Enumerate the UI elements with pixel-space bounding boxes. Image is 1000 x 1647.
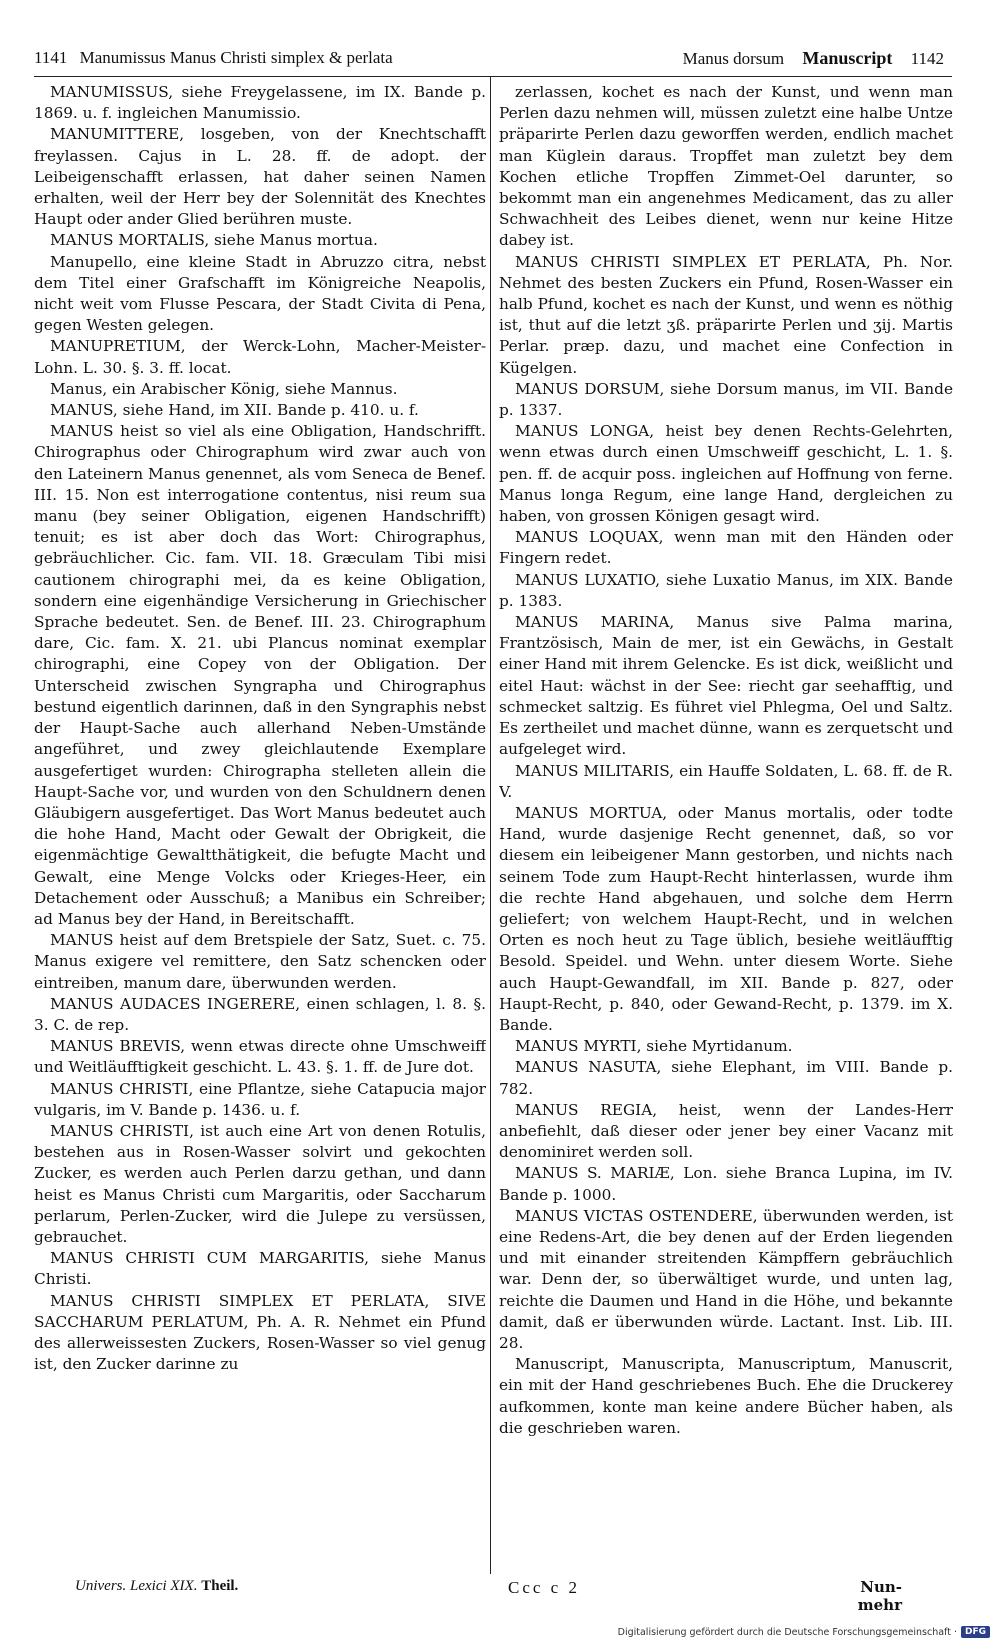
entry-paragraph: MANUS MYRTI, siehe Myrtidanum. (515, 1037, 793, 1056)
running-head-keyword: Manuscript (802, 48, 893, 68)
entry-paragraph: MANUS MORTUA, oder Manus mortalis, oder todte Hand, wurde dasjenige Recht genennet, daß, so vor diesem ein leibeigener Mann gestorben, und nichts nach seinem Tode zum Haupt-Recht hinterlassen, wurde ihm die rechte Hand abgehauen, und solche dem Herrn geliefert; von welchem Haupt-Recht, und in welchen Orten es noch heut zu Tage üblich, besiehe weitläufftig Besold. Speidel. und Wehn. unter diesem Worte. Siehe auch Haupt-Gewandfall, im XII. Bande p. 827, oder Haupt-Recht, p. 840, oder Gewand-Recht, p. 1379. im X. Bande. (499, 803, 953, 1034)
entry-paragraph: MANUS CHRISTI SIMPLEX ET PERLATA, Ph. Nor. Nehmet des besten Zuckers ein Pfund, Rosen-Wasser ein halb Pfund, kochet es nach der Kunst, und wenn es nöthig ist, thut auf die letzt ʒß. präparirte Perlen und ʒij. Martis Perlar. præp. dazu, und machet eine Confection in Kügelgen. (499, 252, 953, 377)
entry-paragraph: MANUS CHRISTI SIMPLEX ET PERLATA, SIVE SACCHARUM PERLATUM, Ph. A. R. Nehmet ein Pfund des allerweissesten Zuckers, Rosen-Wasser so viel genug ist, den Zucker darinne zu (34, 1291, 486, 1374)
dfg-logo: DFG (961, 1626, 990, 1638)
entry-paragraph: MANUS VICTAS OSTENDERE, überwunden werden, ist eine Redens-Art, die bey denen auf der Erden liegenden und mit einander streitenden Kämpffern gebräuchlich war. Denn der, so überwältiget wurde, und unten lag, reichte die Daumen und Hand in die Höhe, und bekannte damit, daß er überwunden würde. Lactant. Inst. Lib. III. 28. (499, 1206, 953, 1352)
right-column (499, 82, 953, 1439)
entry-paragraph: MANUS NASUTA, siehe Elephant, im VIII. Bande p. 782. (499, 1058, 953, 1098)
page-header-right (683, 48, 952, 74)
entry-paragraph: MANUS CHRISTI, ist auch eine Art von denen Rotulis, bestehen aus in Rosen-Wasser solvirt und gekochten Zucker, es werden auch Perlen darzu gethan, und dann heist es Manus Christi cum Margaritis, oder Saccharum perlarum, Perlen-Zucker, wird die Julepe zu versüssen, gebrauchet. (34, 1121, 486, 1246)
entry-paragraph: MANUS LUXATIO, siehe Luxatio Manus, im XIX. Bande p. 1383. (499, 570, 953, 610)
entry-paragraph: MANUMISSUS, siehe Freygelassene, im IX. Bande p. 1869. u. f. ingleichen Manumissio. (34, 83, 486, 123)
catchword: Nun-mehr (857, 1578, 902, 1614)
entry-paragraph: MANUS BREVIS, wenn etwas directe ohne Umschweiff und Weitläufftigkeit geschicht. L. 43. §. 1. ff. de Jure dot. (34, 1037, 486, 1077)
entry-paragraph: MANUS S. MARIÆ, Lon. siehe Branca Lupina, im IV. Bande p. 1000. (499, 1164, 953, 1204)
volume-signature (75, 1578, 238, 1595)
page-header-left (34, 48, 393, 74)
page-number-left: 1141 (34, 48, 68, 67)
entry-paragraph: MANUS REGIA, heist, wenn der Landes-Herr anbefiehlt, daß dieser oder jener bey einer Vacanz mit denominiret werden soll. (499, 1100, 953, 1162)
volume-signature-part: Theil. (201, 1578, 239, 1594)
entry-paragraph: MANUMITTERE, losgeben, von der Knechtschafft freylassen. Cajus in L. 28. ff. de adopt. der Leibeigenschafft erlassen, hat daher seinen Namen erhalten, weil der Herr bey der Solennität des Knechtes Haupt oder ander Glied berühren muste. (34, 125, 486, 229)
entry-paragraph: MANUS heist so viel als eine Obligation, Handschrifft. Chirographus oder Chirographum wird zwar auch von den Lateinern Manus genennet, als vom Seneca de Benef. III. 15. Non est interrogatione contentus, nisi reum sua manu (bey seiner Obligation, eigenen Handschrifft) tenuit; es ist aber doch das Wort: Chirographus, gebräuchlicher. Cic. fam. VII. 18. Græculam Tibi misi cautionem chirographi mei, da es keine Obligation, sondern eine eigenhändige Versicherung in Griechischer Sprache bedeutet. Sen. de Benef. III. 23. Chirographum dare, Cic. fam. X. 21. ubi Plancus nominat exemplar chirographi, eine Copey von der Obligation. Der Unterscheid zwischen Syngrapha und Chirographus bestund eigentlich darinnen, daß in den Syngraphis nebst der Haupt-Sache auch allerhand Neben-Umstände angeführet, und zwey gleichlautende Exemplare ausgefertiget wurden: Chirographa stelleten allein die Haupt-Sache vor, und wurden von den Schuldnern denen Gläubigern ausgefertiget. Das Wort Manus bedeutet auch die hohe Hand, Macht oder Gewalt der Obrigkeit, die eigenmächtige Gewaltthätigkeit, die befugte Macht und Gewalt, eine Menge Volcks oder Krieges-Heer, ein Detachement oder Ausschuß; a Manibus ein Schreiber; ad Manus bey der Hand, in Bereitschafft. (34, 422, 486, 928)
page-number-right: 1142 (910, 49, 944, 68)
entry-paragraph: MANUS CHRISTI, eine Pflantze, siehe Catapucia major vulgaris, im V. Bande p. 1436. u. f. (34, 1079, 486, 1119)
header-rule (34, 76, 952, 77)
volume-signature-text: Univers. Lexici XIX. (75, 1578, 198, 1594)
entry-paragraph: Manuscript, Manuscripta, Manuscriptum, Manuscrit, ein mit der Hand geschriebenes Buch. Ehe die Druckerey aufkommen, konte man keine andere Bücher haben, als die geschrieben waren. (499, 1355, 953, 1437)
footer-text: Digitalisierung gefördert durch die Deutsche Forschungsgemeinschaft · (617, 1626, 957, 1638)
entry-paragraph: MANUPRETIUM, der Werck-Lohn, Macher-Meister-Lohn. L. 30. §. 3. ff. locat. (34, 337, 486, 377)
entry-paragraph: MANUS MARINA, Manus sive Palma marina, Frantzösisch, Main de mer, ist ein Gewächs, in Gestalt einer Hand mit ihrem Gelencke. Es ist dick, weißlicht und eitel Haut: wächst in der See: riecht gar seehafftig, und schmecket saltzig. Es führet viel Phlegma, Oel und Saltz. Es zertheilet und machet dünne, wann es zerquetscht und aufgeleget wird. (499, 613, 953, 759)
entry-paragraph: MANUS LONGA, heist bey denen Rechts-Gelehrten, wenn etwas durch einen Umschweiff geschicht, L. 1. §. pen. ff. de acquir poss. ingleichen auf Hoffnung von ferne. Manus longa Regum, eine lange Hand, dergleichen zu haben, von grossen Königen gesagt wird. (499, 422, 953, 526)
entry-paragraph: MANUS CHRISTI CUM MARGARITIS, siehe Manus Christi. (34, 1249, 486, 1289)
left-column (34, 82, 486, 1375)
signature-mark: Ccc c 2 (508, 1578, 580, 1597)
column-divider (490, 76, 491, 1574)
entry-paragraph: Manupello, eine kleine Stadt in Abruzzo citra, nebst dem Titel einer Grafschafft im Königreiche Neapolis, nicht weit vom Flusse Pescara, der Stadt Civita di Pena, gegen Westen gelegen. (34, 252, 486, 335)
entry-paragraph: MANUS DORSUM, siehe Dorsum manus, im VII. Bande p. 1337. (499, 379, 953, 420)
digitization-footer (618, 1626, 990, 1638)
entry-paragraph: MANUS heist auf dem Bretspiele der Satz, Suet. c. 75. Manus exigere vel remittere, den Satz schencken oder eintreiben, manum dare, überwunden werden. (34, 931, 486, 992)
entry-paragraph: MANUS, siehe Hand, im XII. Bande p. 410. u. f. (50, 401, 419, 420)
entry-paragraph: zerlassen, kochet es nach der Kunst, und wenn man Perlen dazu nehmen will, müssen zuletzt eine halbe Untze präparirte Perlen dazu geworffen werden, endlich machet man Küglein daraus. Tropffet man zuletzt bey dem Kochen etliche Tropffen Zimmet-Oel darunter, so bekommt man ein angenehmes Medicament, das zu aller Schwachheit des Leibes dienet, wenn nur keine Hitze dabey ist. (499, 83, 953, 250)
entry-paragraph: MANUS MORTALIS, siehe Manus mortua. (50, 231, 378, 250)
entry-paragraph: MANUS LOQUAX, wenn man mit den Händen oder Fingern redet. (499, 528, 953, 568)
running-head-left: Manumissus Manus Christi simplex & perlata (79, 48, 393, 67)
entry-paragraph: MANUS AUDACES INGERERE, einen schlagen, l. 8. §. 3. C. de rep. (34, 994, 486, 1034)
entry-paragraph: MANUS MILITARIS, ein Hauffe Soldaten, L. 68. ff. de R. V. (499, 761, 953, 801)
entry-paragraph: Manus, ein Arabischer König, siehe Mannus. (50, 379, 398, 398)
running-head-right: Manus dorsum (682, 49, 785, 68)
